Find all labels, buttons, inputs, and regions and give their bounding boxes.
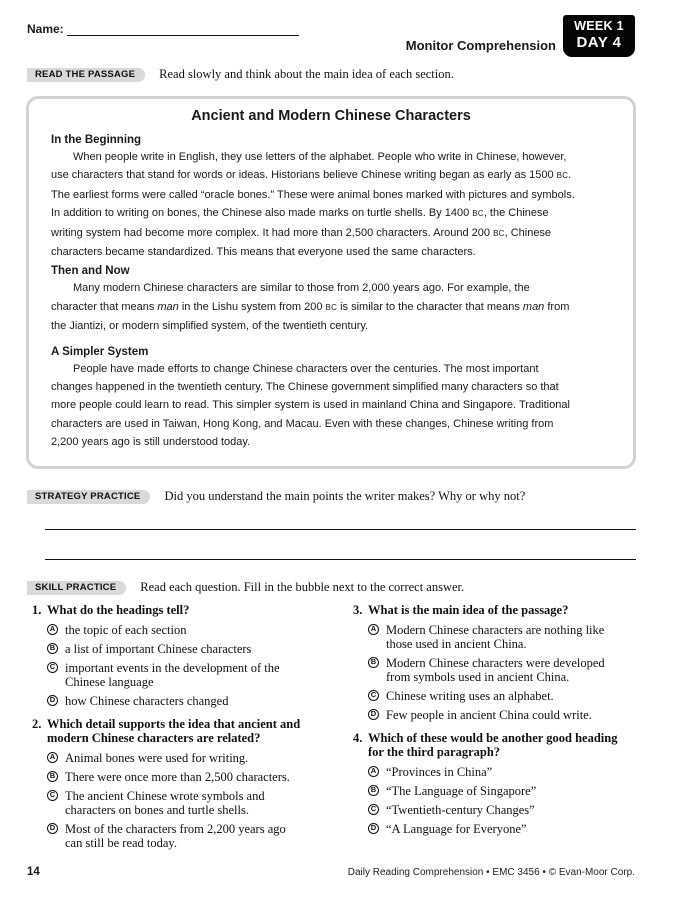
day-label: DAY 4 — [576, 34, 622, 51]
skill-practice-label: SKILL PRACTICE — [27, 581, 126, 595]
paragraph-line: character that means man in the Lishu system from 200 BC is similar to the character that means man from — [51, 300, 570, 313]
question-stem: What do the headings tell? — [47, 603, 190, 617]
bubble-b-icon[interactable]: B — [368, 785, 379, 796]
bubble-d-icon[interactable]: D — [47, 695, 58, 706]
questions-right-column — [353, 603, 643, 842]
paragraph-line: characters became standardized. This means that everyone used the same characters. — [51, 246, 476, 259]
question-2 — [32, 717, 322, 850]
answer-option[interactable] — [368, 784, 643, 798]
option-text: a list of important Chinese characters — [65, 641, 252, 656]
bubble-b-icon[interactable]: B — [47, 643, 58, 654]
answer-option[interactable] — [368, 803, 643, 817]
paragraph-line: When people write in English, they use letters of the alphabet. People who write in Chinese, however, — [73, 151, 567, 163]
week-label: WEEK 1 — [574, 19, 624, 33]
option-text: “The Language of Singapore” — [386, 783, 537, 798]
option-text: The ancient Chinese wrote symbols and characters on bones and turtle shells. — [65, 788, 265, 817]
bubble-c-icon[interactable]: C — [47, 662, 58, 673]
answer-option[interactable] — [368, 623, 643, 651]
bubble-d-icon[interactable]: D — [47, 823, 58, 834]
footer-credit: Daily Reading Comprehension • EMC 3456 • © Evan-Moor Corp. — [347, 867, 635, 878]
paragraph-line: The earliest forms were called “oracle bones.” These were animal bones marked with pictures and symbols. — [51, 188, 575, 201]
answer-option[interactable] — [368, 822, 643, 836]
question-3 — [353, 603, 643, 722]
answer-option[interactable] — [47, 642, 322, 656]
paragraph-line: In addition to writing on bones, the Chinese also made marks on turtle shells. By 1400 BC, the Chinese — [51, 207, 549, 220]
bubble-a-icon[interactable]: A — [47, 752, 58, 763]
paragraph-line: People have made efforts to change Chinese characters over the centuries. The most important — [73, 362, 539, 375]
paragraph-line: 2,200 years ago is still understood today. — [51, 436, 251, 449]
bubble-a-icon[interactable]: A — [368, 624, 379, 635]
bubble-d-icon[interactable]: D — [368, 709, 379, 720]
question-number: 2. — [32, 716, 42, 731]
option-text: important events in the development of the Chinese language — [65, 660, 280, 689]
bubble-c-icon[interactable]: C — [368, 690, 379, 701]
bubble-c-icon[interactable]: C — [368, 804, 379, 815]
paragraph-line: changes happened in the twentieth century. The Chinese government simplified many characters so that — [51, 381, 559, 394]
skill-practice-instruction: Read each question. Fill in the bubble next to the correct answer. — [140, 580, 465, 594]
bubble-a-icon[interactable]: A — [47, 624, 58, 635]
section-heading: Then and Now — [51, 265, 130, 278]
name-input-line[interactable] — [67, 24, 299, 36]
passage-box — [26, 96, 636, 469]
answer-option[interactable] — [368, 765, 643, 779]
question-number: 3. — [353, 603, 363, 617]
option-text: the topic of each section — [65, 622, 187, 637]
paragraph-line: Many modern Chinese characters are similar to those from 2,000 years ago. For example, the — [73, 282, 530, 295]
question-1 — [32, 603, 322, 708]
answer-option[interactable] — [368, 708, 643, 722]
option-text: Few people in ancient China could write. — [386, 707, 592, 722]
answer-option[interactable] — [47, 751, 322, 765]
skill-practice-row — [27, 580, 464, 595]
name-label: Name: — [27, 22, 64, 36]
option-text: Animal bones were used for writing. — [65, 750, 249, 765]
page-number: 14 — [27, 866, 40, 878]
option-text: Modern Chinese characters were developed from symbols used in ancient China. — [386, 655, 605, 684]
answer-option[interactable] — [47, 623, 322, 637]
questions-left-column — [32, 603, 322, 856]
strategy-practice-label: STRATEGY PRACTICE — [27, 490, 150, 504]
paragraph-line: writing system had become more complex. It had more than 2,500 characters. Around 200 BC, Chinese — [51, 226, 552, 239]
option-text: There were once more than 2,500 characters. — [65, 769, 290, 784]
lesson-topic: Monitor Comprehension — [405, 38, 556, 53]
strategy-practice-question: Did you understand the main points the writer makes? Why or why not? — [164, 489, 526, 503]
question-number: 4. — [353, 730, 363, 745]
answer-option[interactable] — [368, 689, 643, 703]
question-stem: Which of these would be another good heading for the third paragraph? — [368, 730, 618, 759]
answer-line-1[interactable] — [45, 529, 636, 530]
week-day-badge — [563, 15, 635, 57]
name-field — [27, 22, 299, 36]
section-paragraph — [51, 360, 611, 452]
section-heading: A Simpler System — [51, 345, 149, 358]
read-passage-label: READ THE PASSAGE — [27, 68, 145, 82]
paragraph-line: characters are used in Taiwan, Hong Kong, and Macau. Even with these changes, Chinese writing from — [51, 417, 554, 430]
bubble-b-icon[interactable]: B — [47, 771, 58, 782]
section-paragraph — [51, 279, 611, 335]
answer-option[interactable] — [47, 822, 322, 850]
option-text: Modern Chinese characters are nothing like those used in ancient China. — [386, 622, 605, 651]
answer-option[interactable] — [368, 656, 643, 684]
answer-option[interactable] — [47, 770, 322, 784]
bubble-c-icon[interactable]: C — [47, 790, 58, 801]
read-passage-instruction: Read slowly and think about the main idea of each section. — [159, 67, 454, 81]
paragraph-line: the Jiantizi, or modern simplified system, of the twentieth century. — [51, 320, 369, 333]
paragraph-line: more people could learn to read. This simpler system is used in mainland China and Singapore. Traditional — [51, 399, 570, 412]
question-4 — [353, 731, 643, 836]
question-number: 1. — [32, 603, 42, 617]
answer-option[interactable] — [47, 789, 322, 817]
answer-option[interactable] — [47, 694, 322, 708]
answer-line-2[interactable] — [45, 559, 636, 560]
bubble-b-icon[interactable]: B — [368, 657, 379, 668]
option-text: “Provinces in China” — [386, 764, 493, 779]
passage-title: Ancient and Modern Chinese Characters — [191, 108, 471, 124]
bubble-a-icon[interactable]: A — [368, 766, 379, 777]
option-text: “Twentieth-century Changes” — [386, 802, 535, 817]
option-text: Chinese writing uses an alphabet. — [386, 688, 554, 703]
bubble-d-icon[interactable]: D — [368, 823, 379, 834]
paragraph-line: use characters that stand for words or ideas. Historians believe Chinese writing began as early as 1500 BC. — [51, 169, 572, 182]
option-text: “A Language for Everyone” — [386, 821, 527, 836]
section-paragraph — [51, 148, 611, 261]
strategy-practice-row — [27, 489, 525, 504]
section-heading: In the Beginning — [51, 134, 142, 146]
option-text: Most of the characters from 2,200 years ago can still be read today. — [65, 821, 286, 850]
question-stem: What is the main idea of the passage? — [368, 603, 569, 617]
option-text: how Chinese characters changed — [65, 693, 229, 708]
answer-option[interactable] — [47, 661, 322, 689]
read-passage-row — [27, 67, 454, 82]
question-stem: Which detail supports the idea that ancient and modern Chinese characters are related? — [47, 716, 301, 745]
